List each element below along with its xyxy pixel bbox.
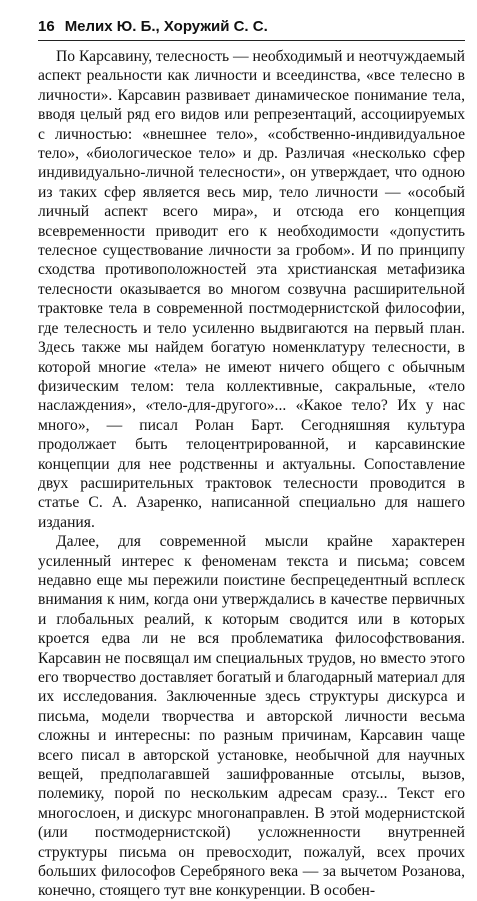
paragraph-telesnost: По Карсавину, телесность — необходимый и неотчуждаемый аспект реальности как личности и всеединства, «все телесно в личности». Карсавин развивает динамическое понимание тела, вводя целый ряд его видов или репрезентаций, ассоциируемых с личностью: «внешнее тело», «собственно-индивидуальное тело», «биологическое тело» и др. Различая «несколько сфер индивидуально-личной телесности», он утверждает, что одною из таких сфер является весь мир, тело личности — «особый личный аспект всего мира», и отсюда его концепция всевременности приводит его к необходимости «допустить телесное существование личности за гробом». И по принципу сходства противоположностей эта христианская метафизика телесности оказывается во многом созвучна расширительной трактовке тела в современной постмодернистской философии, где телесность и тело усиленно выдвигаются на первый план. Здесь также мы найдем богатую номенклатуру телесности, в которой многие «тела» не имеют ничего общего с обычным физическим телом: тела коллективные, сакральные, «тело наслаждения», «тело-для-другого»... «Какое тело? Их у нас много», — писал Ролан Барт. Сегодняшняя культура продолжает быть телоцентрированной, и карсавинские концепции для нее родственны и актуальны. Сопоставление двух расширительных трактовок телесности проводится в статье С. А. Азаренко, написанной специально для нашего издания. [38,48,465,531]
running-head [38,18,465,41]
paragraph-tekst-i-pismo: Далее, для современной мысли крайне характерен усиленный интерес к феноменам текста и письма; совсем недавно еще мы пережили поистине беспрецедентный всплеск внимания к ним, когда они утверждались в качестве первичных и глобальных реалий, к которым сводится или в которых кроется едва ли не вся проблематика философствования. Карсавин не посвящал им специальных трудов, но вместо этого его творчество доставляет богатый и благодарный материал для их исследования. Заключенные здесь структуры дискурса и письма, модели творчества и авторской личности весьма сложны и интересны: по разным причинам, Карсавин чаще всего писал в авторской установке, необычной для научных вещей, предполагавшей зашифрованные отсылы, вызов, полемику, порой по нескольким адресам сразу... Текст его многослоен, и дискурс многонаправлен. В этой модернистской (или постмодернистской) усложненности внутренней структуры письма он превосходит, пожалуй, всех прочих больших философов Серебряного века — за вычетом Розанова, конечно, стоящего тут вне конкуренции. В особен- [38,533,465,900]
page-number: 16 [38,18,55,35]
body-text [38,47,465,901]
running-title: Мелих Ю. Б., Хоружий С. С. [64,18,268,35]
